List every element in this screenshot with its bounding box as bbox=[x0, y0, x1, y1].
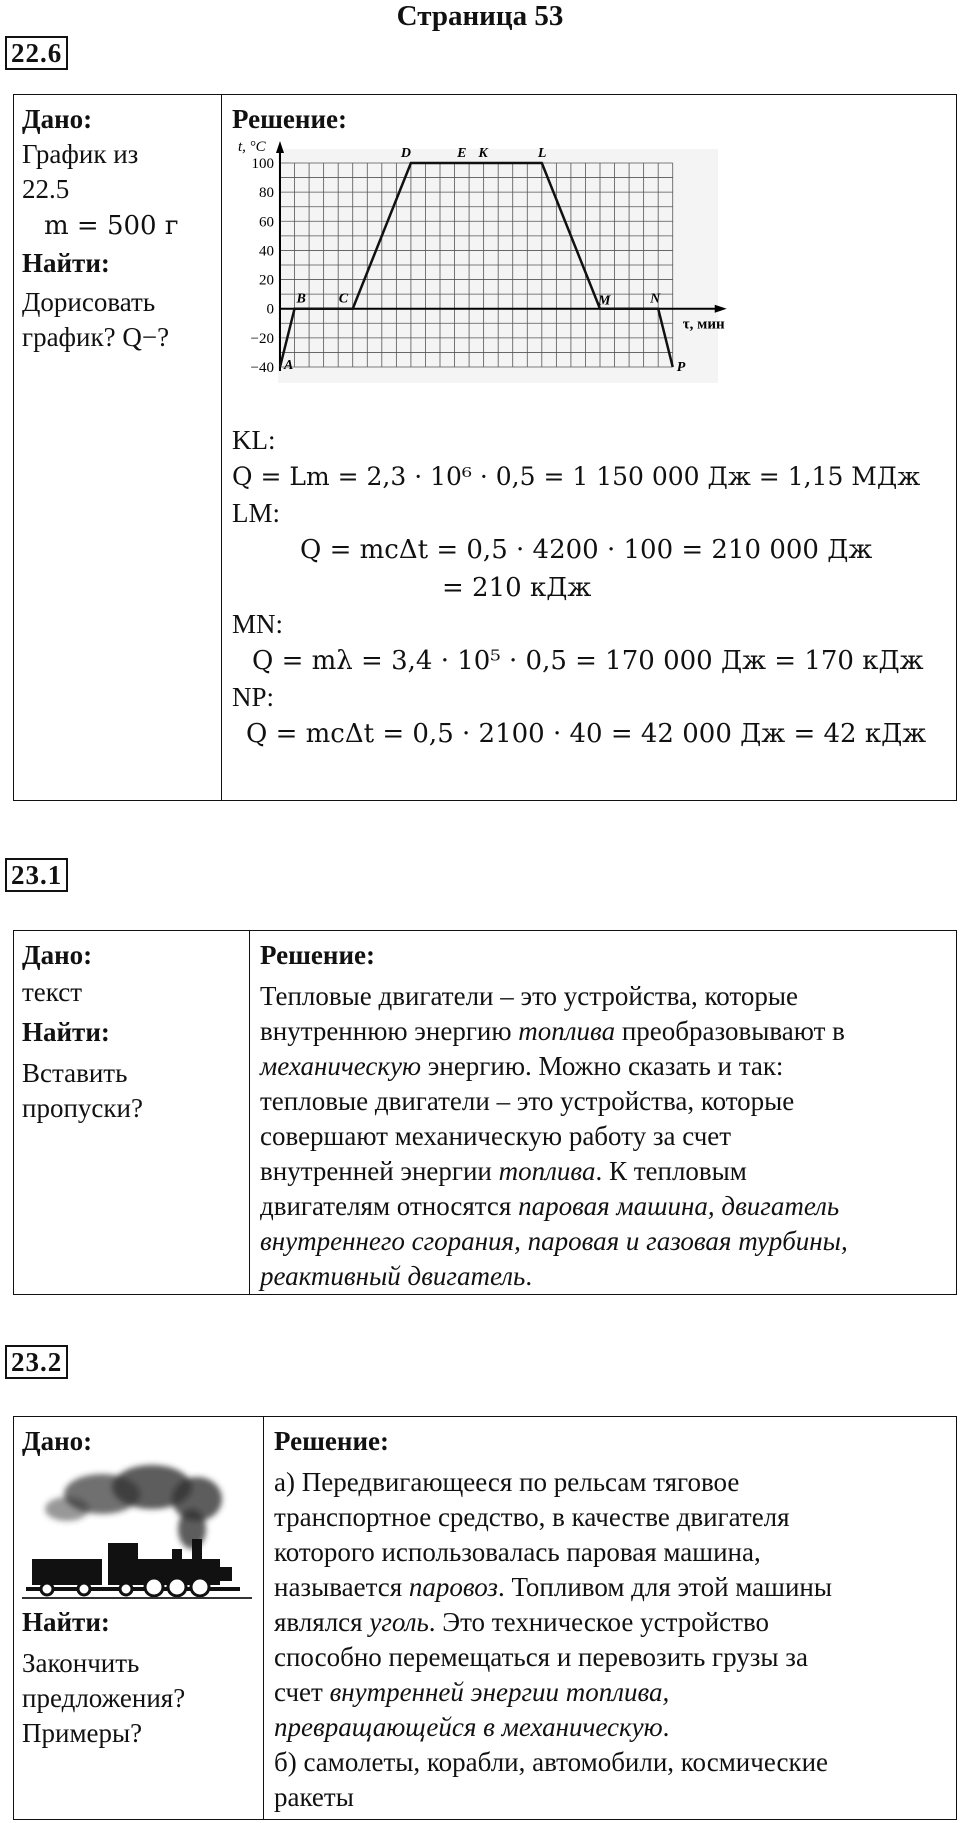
text-segment: двигателям относятся bbox=[260, 1191, 519, 1221]
solution-line bbox=[274, 1710, 946, 1745]
find-line: пропуски? bbox=[22, 1093, 143, 1123]
solution-column bbox=[264, 1417, 956, 1819]
task-number-23-1: 23.1 bbox=[5, 858, 68, 892]
text-segment: Тепловые двигатели – это устройства, которые bbox=[260, 981, 798, 1011]
task-23-2-table bbox=[13, 1416, 957, 1820]
find-line: Закончить bbox=[22, 1648, 140, 1678]
solution-line bbox=[260, 1189, 946, 1224]
solution-line bbox=[260, 1259, 946, 1294]
find-header: Найти: bbox=[22, 1607, 110, 1637]
y-tick-label: 60 bbox=[259, 214, 274, 231]
x-axis-arrow bbox=[715, 305, 727, 313]
solution-line bbox=[260, 1224, 946, 1259]
text-segment: совершают механическую работу за счет bbox=[260, 1121, 732, 1151]
text-segment: способно перемещаться и перевозить грузы за bbox=[274, 1642, 808, 1672]
text-segment: . bbox=[525, 1261, 533, 1291]
solution-line bbox=[260, 979, 946, 1014]
text-segment: паровая машина, двигатель bbox=[518, 1191, 840, 1221]
task-number-23-2: 23.2 bbox=[5, 1345, 68, 1379]
solution-line bbox=[274, 1745, 946, 1780]
point-label: M bbox=[598, 293, 611, 309]
solution-line bbox=[274, 1535, 946, 1570]
given-mass: m = 500 г bbox=[44, 211, 179, 241]
text-segment: являлся bbox=[274, 1607, 370, 1637]
y-tick-label: 20 bbox=[259, 272, 274, 289]
solution-line bbox=[274, 1500, 946, 1535]
point-label: L bbox=[537, 146, 547, 161]
text-segment: ракеты bbox=[274, 1782, 354, 1812]
kl-label: KL: bbox=[232, 425, 276, 455]
text-segment: внутреннего сгорания, паровая и газовая турбины, bbox=[260, 1226, 848, 1256]
x-axis-label: τ, мин bbox=[682, 316, 725, 333]
given-header: Дано: bbox=[22, 1426, 93, 1456]
find-line: Дорисовать bbox=[22, 287, 156, 317]
text-segment: внутреннюю энергию bbox=[260, 1016, 519, 1046]
text-segment: топлива bbox=[518, 1016, 616, 1046]
point-label: D bbox=[400, 146, 412, 161]
find-line: график? Q−? bbox=[22, 322, 170, 352]
text-segment: счет bbox=[274, 1677, 330, 1707]
steam-locomotive-icon bbox=[22, 1459, 255, 1604]
given-column bbox=[14, 1417, 264, 1819]
text-segment: которого использовалась паровая машина, bbox=[274, 1537, 761, 1567]
solution-header: Решение: bbox=[260, 940, 375, 970]
text-segment: уголь bbox=[369, 1607, 429, 1637]
text-segment: внутренней энергии топлива, bbox=[329, 1677, 670, 1707]
solution-line bbox=[274, 1605, 946, 1640]
point-label: P bbox=[676, 360, 686, 375]
text-segment: энергию. Можно сказать и так: bbox=[421, 1051, 784, 1081]
page-title: Страница 53 bbox=[396, 0, 564, 32]
text-segment: превращающейся в механическую bbox=[274, 1712, 663, 1742]
y-tick-label: 100 bbox=[251, 156, 274, 172]
solution-line bbox=[274, 1780, 946, 1815]
temperature-graph-svg bbox=[228, 137, 828, 427]
y-axis-arrow bbox=[276, 141, 284, 153]
lm-formula-2: = 210 кДж bbox=[442, 573, 592, 603]
text-segment: механическую bbox=[260, 1051, 422, 1081]
solution-line bbox=[260, 1014, 946, 1049]
solution-line bbox=[274, 1465, 946, 1500]
find-header: Найти: bbox=[22, 248, 110, 278]
text-segment: б) самолеты, корабли, автомобили, космические bbox=[274, 1747, 829, 1777]
text-segment: . Это техническое устройство bbox=[428, 1607, 770, 1637]
given-line: График из bbox=[22, 139, 139, 169]
solution-header: Решение: bbox=[232, 104, 347, 134]
find-line: предложения? bbox=[22, 1683, 186, 1713]
solution-line bbox=[260, 1049, 946, 1084]
point-label: K bbox=[478, 146, 488, 161]
given-header: Дано: bbox=[22, 940, 93, 970]
text-segment: реактивный двигатель bbox=[260, 1261, 526, 1291]
np-formula: Q = mcΔt = 0,5 · 2100 · 40 = 42 000 Дж = 42 кДж bbox=[246, 719, 927, 749]
task-number-22-6: 22.6 bbox=[5, 36, 68, 70]
find-line: Примеры? bbox=[22, 1718, 143, 1748]
text-segment: . Топливом для этой машины bbox=[497, 1572, 832, 1602]
point-label: A bbox=[284, 358, 294, 373]
text-segment: преобразовывают в bbox=[615, 1016, 845, 1046]
find-header: Найти: bbox=[22, 1017, 110, 1047]
lm-formula-1: Q = mcΔt = 0,5 · 4200 · 100 = 210 000 Дж bbox=[300, 535, 873, 565]
solution-line bbox=[260, 1084, 946, 1119]
solution-line bbox=[274, 1570, 946, 1605]
text-segment: транспортное средство, в качестве двигателя bbox=[274, 1502, 790, 1532]
point-label: B bbox=[296, 291, 306, 307]
given-header: Дано: bbox=[22, 104, 93, 134]
task-22-6-table bbox=[13, 94, 957, 801]
solution-line bbox=[260, 1154, 946, 1189]
y-tick-label: −40 bbox=[250, 360, 274, 376]
mn-formula: Q = mλ = 3,4 · 10⁵ · 0,5 = 170 000 Дж = 170 кДж bbox=[252, 646, 924, 676]
text-segment: . К тепловым bbox=[595, 1156, 747, 1186]
mn-label: MN: bbox=[232, 609, 284, 639]
find-line: Вставить bbox=[22, 1058, 128, 1088]
y-axis-label: t, °C bbox=[238, 139, 266, 155]
given-column bbox=[14, 931, 250, 1294]
y-tick-label: 40 bbox=[259, 243, 274, 260]
text-segment: паровоз bbox=[408, 1572, 498, 1602]
given-line: 22.5 bbox=[22, 174, 70, 204]
np-label: NP: bbox=[232, 682, 275, 712]
y-tick-label: 0 bbox=[266, 301, 274, 318]
text-segment: топлива bbox=[498, 1156, 596, 1186]
text-segment: внутренней энергии bbox=[260, 1156, 499, 1186]
text-segment: . bbox=[662, 1712, 670, 1742]
task-23-1-table bbox=[13, 930, 957, 1295]
temperature-graph bbox=[228, 137, 828, 427]
solution-column bbox=[250, 931, 956, 1294]
point-label: E bbox=[457, 146, 467, 161]
point-label: N bbox=[650, 291, 661, 307]
solution-text bbox=[274, 1465, 946, 1815]
lm-label: LM: bbox=[232, 498, 281, 528]
solution-column bbox=[222, 95, 956, 800]
text-segment: а) Передвигающееся по рельсам тяговое bbox=[274, 1467, 740, 1497]
kl-formula: Q = Lm = 2,3 · 10⁶ · 0,5 = 1 150 000 Дж = 1,15 МДж bbox=[232, 462, 921, 491]
point-label: C bbox=[338, 291, 349, 307]
solution-text bbox=[260, 979, 946, 1294]
solution-line bbox=[274, 1675, 946, 1710]
text-segment: тепловые двигатели – это устройства, которые bbox=[260, 1086, 795, 1116]
solution-line bbox=[260, 1119, 946, 1154]
y-tick-label: 80 bbox=[259, 185, 274, 202]
solution-line bbox=[274, 1640, 946, 1675]
text-segment: называется bbox=[274, 1572, 409, 1602]
solution-header: Решение: bbox=[274, 1426, 389, 1456]
given-column bbox=[14, 95, 222, 800]
given-text: текст bbox=[22, 977, 83, 1007]
y-tick-label: −20 bbox=[250, 330, 274, 347]
